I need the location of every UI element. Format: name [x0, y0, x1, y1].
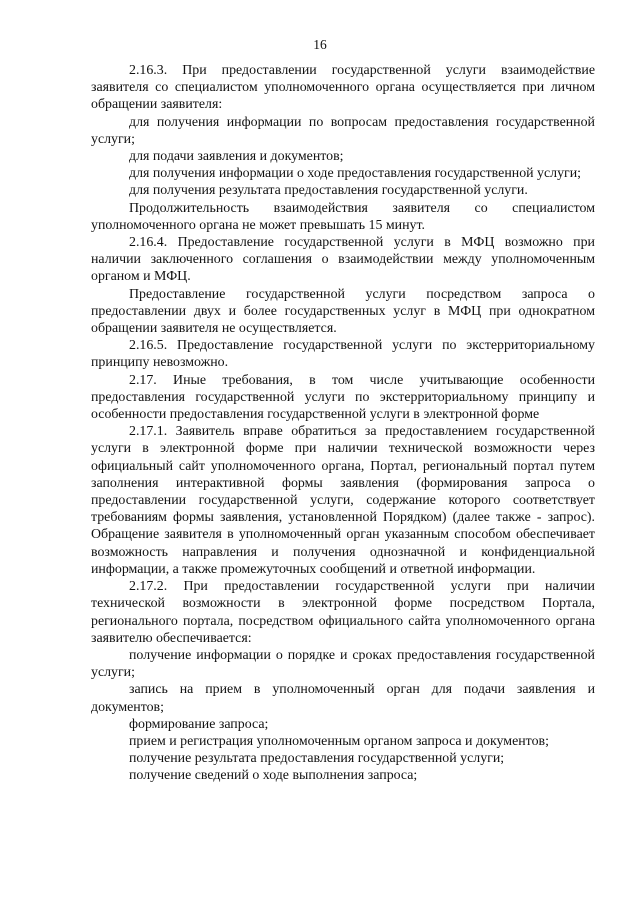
paragraph: формирование запроса;	[129, 716, 269, 732]
paragraph: получение информации о порядке и сроках предоставления государственной услуги;	[91, 647, 595, 681]
paragraph: 2.17.1. Заявитель вправе обратиться за предоставлением государственной услуги в электронной форме при наличии технической возможности через официальный сайт уполномоченного органа, Портал, региональный портал путем заполнения интерактивной формы заявления (формирования запроса о предоставлении государственной услуги, содержание которого соответствует требованиям формы заявления, установленной Порядком) (далее также - запрос). Обращение заявителя в уполномоченный орган указанным способом обеспечивает возможность направления и получения однозначной и конфиденциальной информации, а также промежуточных сообщений и ответной информации.	[91, 424, 595, 577]
paragraph: 2.16.5. Предоставление государственной услуги по экстерриториальному принципу невозможно.	[91, 338, 595, 371]
paragraph: для получения информации по вопросам предоставления государственной услуги;	[91, 114, 595, 147]
body-text	[91, 62, 595, 785]
paragraph: 2.16.3. При предоставлении государственной услуги взаимодействие заявителя со специалистом уполномоченного органа осуществляется при личном обращении заявителя:	[91, 63, 595, 113]
paragraph: Предоставление государственной услуги посредством запроса о предоставлении двух и более государственных услуг в МФЦ при однократном обращении заявителя не осуществляется.	[91, 286, 595, 337]
paragraph: Продолжительность взаимодействия заявителя со специалистом уполномоченного органа не может превышать 15 минут.	[91, 200, 595, 233]
paragraph: 2.17. Иные требования, в том числе учитывающие особенности предоставления государственной услуги по экстерриториальному принципу и особенности предоставления государственной услуги в электронной форме	[91, 372, 595, 423]
paragraph: запись на прием в уполномоченный орган для подачи заявления и документов;	[91, 682, 595, 715]
paragraph: для получения информации о ходе предоставления государственной услуги;	[129, 166, 582, 182]
paragraph: получение сведений о ходе выполнения запроса;	[129, 768, 418, 784]
paragraph: 2.17.2. При предоставлении государственной услуги при наличии технической возможности в электронной форме посредством Портала, регионального портала, посредством официального сайта уполномоченного органа заявителю обеспечивается:	[91, 579, 595, 646]
paragraph: для получения результата предоставления государственной услуги.	[129, 183, 528, 199]
page-number: 16	[313, 37, 327, 52]
paragraph: прием и регистрация уполномоченным органом запроса и документов;	[129, 733, 549, 749]
paragraph: 2.16.4. Предоставление государственной услуги в МФЦ возможно при наличии заключенного соглашения о взаимодействии между уполномоченным органом и МФЦ.	[91, 235, 595, 285]
paragraph: получение результата предоставления государственной услуги;	[129, 751, 505, 767]
paragraph: для подачи заявления и документов;	[129, 149, 344, 165]
